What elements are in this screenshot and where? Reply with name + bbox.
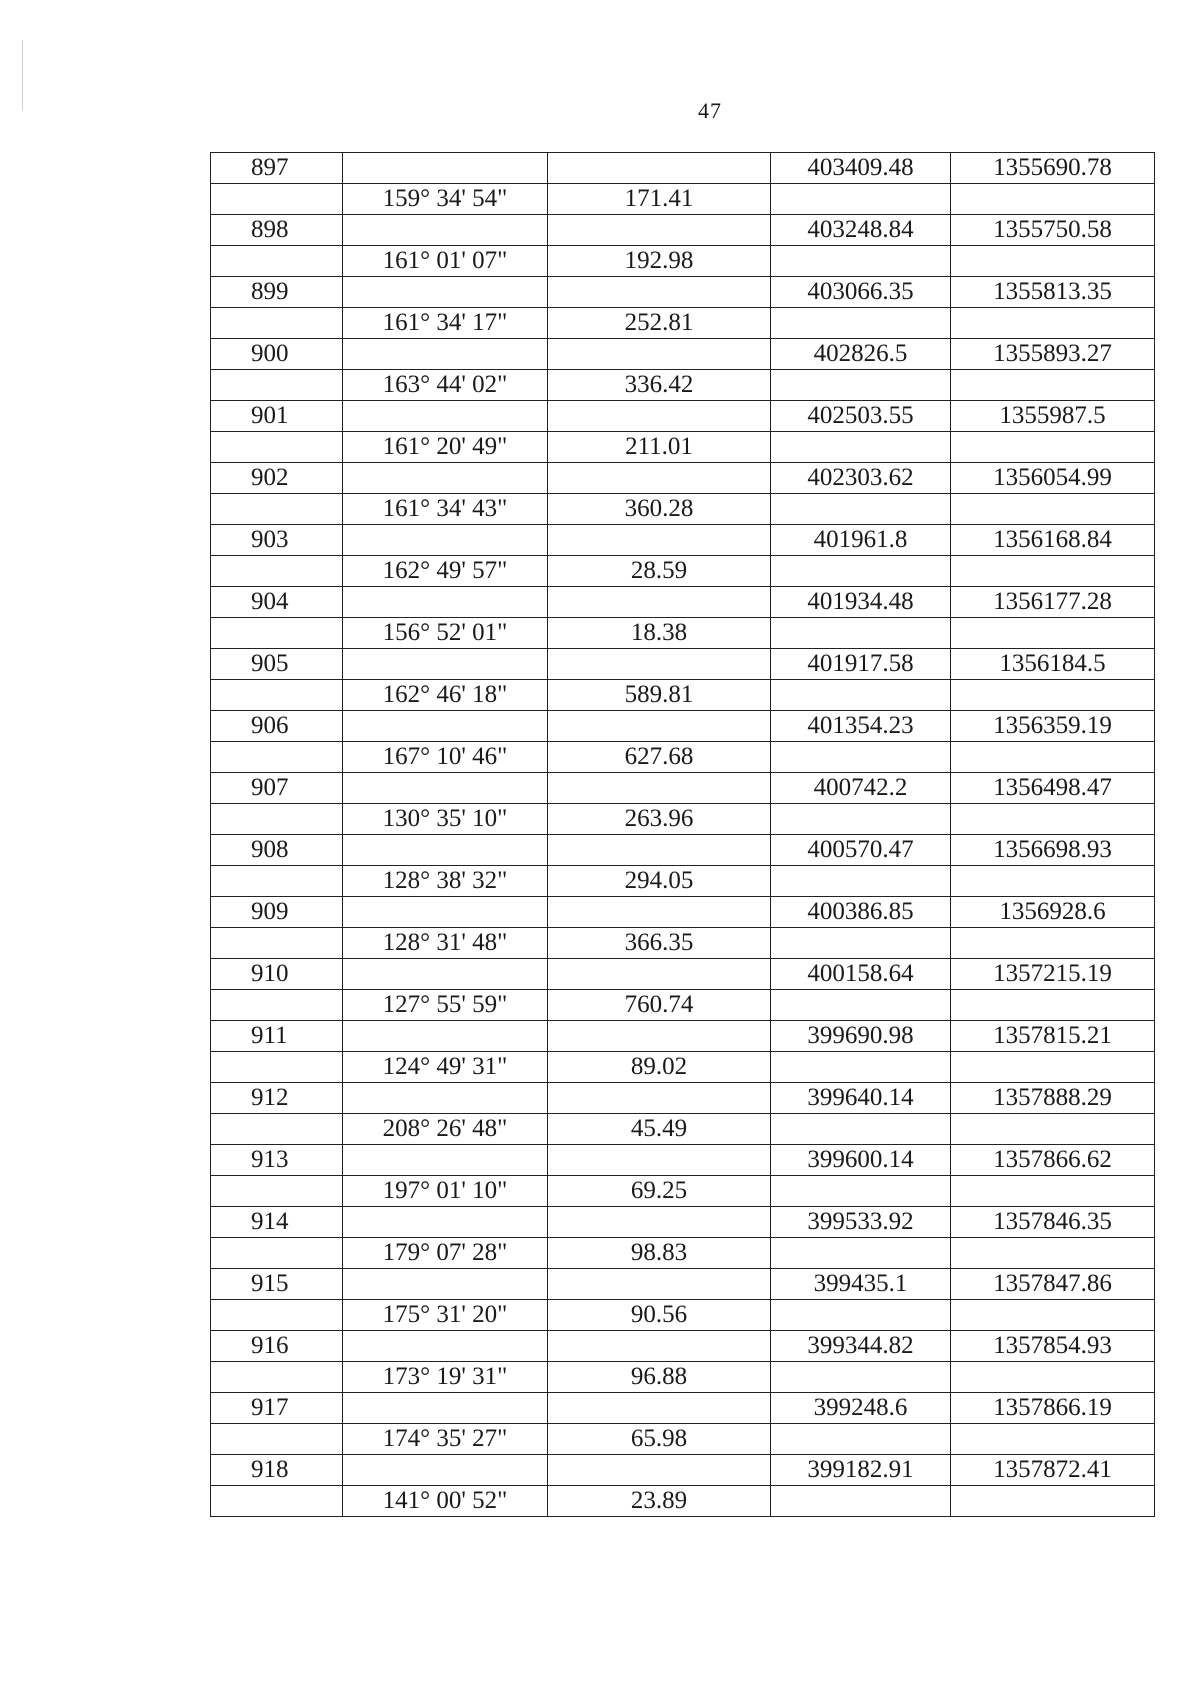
table-row-point <box>211 711 1155 742</box>
empty-cell <box>548 649 771 680</box>
empty-cell <box>211 1300 343 1331</box>
empty-cell <box>343 463 548 494</box>
table-row-point <box>211 959 1155 990</box>
table-row-point <box>211 1207 1155 1238</box>
point-cell: 906 <box>211 711 343 742</box>
bearing-cell: 156° 52' 01" <box>343 618 548 649</box>
point-cell: 902 <box>211 463 343 494</box>
empty-cell <box>771 804 951 835</box>
bearing-cell: 124° 49' 31" <box>343 1052 548 1083</box>
distance-cell: 263.96 <box>548 804 771 835</box>
table-row-point <box>211 773 1155 804</box>
empty-cell <box>548 711 771 742</box>
empty-cell <box>211 308 343 339</box>
table-row-point <box>211 587 1155 618</box>
point-cell: 898 <box>211 215 343 246</box>
empty-cell <box>548 401 771 432</box>
easting-cell: 1357815.21 <box>951 1021 1155 1052</box>
bearing-cell: 127° 55' 59" <box>343 990 548 1021</box>
empty-cell <box>771 1052 951 1083</box>
point-cell: 905 <box>211 649 343 680</box>
easting-cell: 1357888.29 <box>951 1083 1155 1114</box>
empty-cell <box>548 1083 771 1114</box>
distance-cell: 360.28 <box>548 494 771 525</box>
table-body <box>211 153 1155 1517</box>
northing-cell: 403066.35 <box>771 277 951 308</box>
empty-cell <box>951 1052 1155 1083</box>
easting-cell: 1355750.58 <box>951 215 1155 246</box>
bearing-cell: 161° 34' 17" <box>343 308 548 339</box>
empty-cell <box>211 1362 343 1393</box>
point-cell: 900 <box>211 339 343 370</box>
empty-cell <box>548 835 771 866</box>
empty-cell <box>951 618 1155 649</box>
empty-cell <box>211 680 343 711</box>
distance-cell: 89.02 <box>548 1052 771 1083</box>
point-cell: 918 <box>211 1455 343 1486</box>
bearing-cell: 159° 34' 54" <box>343 184 548 215</box>
empty-cell <box>951 680 1155 711</box>
distance-cell: 366.35 <box>548 928 771 959</box>
table-row-leg <box>211 246 1155 277</box>
empty-cell <box>548 153 771 184</box>
empty-cell <box>343 401 548 432</box>
bearing-cell: 175° 31' 20" <box>343 1300 548 1331</box>
bearing-cell: 161° 34' 43" <box>343 494 548 525</box>
empty-cell <box>548 525 771 556</box>
empty-cell <box>771 928 951 959</box>
empty-cell <box>771 618 951 649</box>
table-row-leg <box>211 308 1155 339</box>
northing-cell: 401354.23 <box>771 711 951 742</box>
point-cell: 911 <box>211 1021 343 1052</box>
point-cell: 899 <box>211 277 343 308</box>
empty-cell <box>211 804 343 835</box>
empty-cell <box>211 990 343 1021</box>
easting-cell: 1356177.28 <box>951 587 1155 618</box>
empty-cell <box>548 1145 771 1176</box>
point-cell: 907 <box>211 773 343 804</box>
empty-cell <box>211 1176 343 1207</box>
point-cell: 917 <box>211 1393 343 1424</box>
table-row-leg <box>211 1176 1155 1207</box>
empty-cell <box>548 1207 771 1238</box>
distance-cell: 589.81 <box>548 680 771 711</box>
table-row-leg <box>211 432 1155 463</box>
empty-cell <box>951 308 1155 339</box>
distance-cell: 211.01 <box>548 432 771 463</box>
easting-cell: 1357846.35 <box>951 1207 1155 1238</box>
table-row-point <box>211 1331 1155 1362</box>
northing-cell: 399344.82 <box>771 1331 951 1362</box>
empty-cell <box>951 370 1155 401</box>
empty-cell <box>211 866 343 897</box>
bearing-cell: 162° 49' 57" <box>343 556 548 587</box>
northing-cell: 400570.47 <box>771 835 951 866</box>
distance-cell: 627.68 <box>548 742 771 773</box>
table-row-leg <box>211 990 1155 1021</box>
empty-cell <box>343 153 548 184</box>
northing-cell: 401961.8 <box>771 525 951 556</box>
empty-cell <box>548 587 771 618</box>
empty-cell <box>771 246 951 277</box>
empty-cell <box>343 773 548 804</box>
empty-cell <box>548 339 771 370</box>
table-row-leg <box>211 494 1155 525</box>
distance-cell: 336.42 <box>548 370 771 401</box>
table-row-point <box>211 339 1155 370</box>
table-row-leg <box>211 1052 1155 1083</box>
point-cell: 914 <box>211 1207 343 1238</box>
table-row-point <box>211 1145 1155 1176</box>
table-row-leg <box>211 804 1155 835</box>
northing-cell: 399640.14 <box>771 1083 951 1114</box>
page-number: 47 <box>698 98 722 123</box>
table-row-point <box>211 649 1155 680</box>
distance-cell: 28.59 <box>548 556 771 587</box>
table-row-point <box>211 401 1155 432</box>
northing-cell: 399182.91 <box>771 1455 951 1486</box>
empty-cell <box>771 1300 951 1331</box>
table-row-leg <box>211 1114 1155 1145</box>
easting-cell: 1356054.99 <box>951 463 1155 494</box>
empty-cell <box>343 339 548 370</box>
empty-cell <box>951 1238 1155 1269</box>
easting-cell: 1357866.62 <box>951 1145 1155 1176</box>
empty-cell <box>211 1052 343 1083</box>
empty-cell <box>771 1424 951 1455</box>
easting-cell: 1356359.19 <box>951 711 1155 742</box>
table-row-leg <box>211 1238 1155 1269</box>
empty-cell <box>548 1393 771 1424</box>
table-row-point <box>211 463 1155 494</box>
empty-cell <box>771 556 951 587</box>
easting-cell: 1356698.93 <box>951 835 1155 866</box>
empty-cell <box>343 1393 548 1424</box>
bearing-cell: 173° 19' 31" <box>343 1362 548 1393</box>
northing-cell: 403248.84 <box>771 215 951 246</box>
easting-cell: 1357847.86 <box>951 1269 1155 1300</box>
empty-cell <box>771 494 951 525</box>
northing-cell: 399600.14 <box>771 1145 951 1176</box>
easting-cell: 1355987.5 <box>951 401 1155 432</box>
empty-cell <box>343 1207 548 1238</box>
empty-cell <box>771 184 951 215</box>
empty-cell <box>548 463 771 494</box>
distance-cell: 192.98 <box>548 246 771 277</box>
table-row-point <box>211 1455 1155 1486</box>
easting-cell: 1356928.6 <box>951 897 1155 928</box>
table-row-point <box>211 835 1155 866</box>
table-row-point <box>211 277 1155 308</box>
empty-cell <box>771 1176 951 1207</box>
distance-cell: 65.98 <box>548 1424 771 1455</box>
distance-cell: 98.83 <box>548 1238 771 1269</box>
empty-cell <box>951 246 1155 277</box>
empty-cell <box>771 1238 951 1269</box>
table-row-leg <box>211 556 1155 587</box>
table-row-point <box>211 1269 1155 1300</box>
empty-cell <box>951 494 1155 525</box>
northing-cell: 399435.1 <box>771 1269 951 1300</box>
bearing-cell: 179° 07' 28" <box>343 1238 548 1269</box>
empty-cell <box>951 1424 1155 1455</box>
empty-cell <box>211 1424 343 1455</box>
empty-cell <box>951 804 1155 835</box>
empty-cell <box>211 618 343 649</box>
point-cell: 901 <box>211 401 343 432</box>
empty-cell <box>951 1114 1155 1145</box>
empty-cell <box>951 1362 1155 1393</box>
bearing-cell: 128° 31' 48" <box>343 928 548 959</box>
empty-cell <box>951 928 1155 959</box>
table-row-leg <box>211 370 1155 401</box>
empty-cell <box>548 897 771 928</box>
bearing-cell: 161° 20' 49" <box>343 432 548 463</box>
table-row-leg <box>211 928 1155 959</box>
table-row-leg <box>211 680 1155 711</box>
bearing-cell: 167° 10' 46" <box>343 742 548 773</box>
distance-cell: 23.89 <box>548 1486 771 1517</box>
table-row-leg <box>211 618 1155 649</box>
empty-cell <box>211 556 343 587</box>
empty-cell <box>343 959 548 990</box>
northing-cell: 402826.5 <box>771 339 951 370</box>
bearing-cell: 161° 01' 07" <box>343 246 548 277</box>
easting-cell: 1357866.19 <box>951 1393 1155 1424</box>
table-row-point <box>211 215 1155 246</box>
easting-cell: 1356498.47 <box>951 773 1155 804</box>
table-row-leg <box>211 1486 1155 1517</box>
table-row-point <box>211 897 1155 928</box>
empty-cell <box>548 773 771 804</box>
empty-cell <box>343 1083 548 1114</box>
empty-cell <box>343 277 548 308</box>
table-row-leg <box>211 1362 1155 1393</box>
distance-cell: 96.88 <box>548 1362 771 1393</box>
empty-cell <box>548 1269 771 1300</box>
empty-cell <box>771 1114 951 1145</box>
empty-cell <box>771 742 951 773</box>
point-cell: 904 <box>211 587 343 618</box>
easting-cell: 1356184.5 <box>951 649 1155 680</box>
table-row-point <box>211 1083 1155 1114</box>
empty-cell <box>211 1486 343 1517</box>
empty-cell <box>771 680 951 711</box>
empty-cell <box>211 928 343 959</box>
empty-cell <box>343 649 548 680</box>
empty-cell <box>771 370 951 401</box>
empty-cell <box>211 1114 343 1145</box>
empty-cell <box>343 897 548 928</box>
point-cell: 910 <box>211 959 343 990</box>
easting-cell: 1355690.78 <box>951 153 1155 184</box>
empty-cell <box>548 1331 771 1362</box>
northing-cell: 399690.98 <box>771 1021 951 1052</box>
empty-cell <box>211 246 343 277</box>
table-row-point <box>211 1021 1155 1052</box>
empty-cell <box>343 1269 548 1300</box>
bearing-cell: 162° 46' 18" <box>343 680 548 711</box>
easting-cell: 1355813.35 <box>951 277 1155 308</box>
bearing-cell: 174° 35' 27" <box>343 1424 548 1455</box>
point-cell: 909 <box>211 897 343 928</box>
table-row-point <box>211 525 1155 556</box>
bearing-cell: 197° 01' 10" <box>343 1176 548 1207</box>
empty-cell <box>771 866 951 897</box>
empty-cell <box>343 215 548 246</box>
distance-cell: 45.49 <box>548 1114 771 1145</box>
empty-cell <box>343 587 548 618</box>
easting-cell: 1357215.19 <box>951 959 1155 990</box>
distance-cell: 171.41 <box>548 184 771 215</box>
empty-cell <box>771 432 951 463</box>
empty-cell <box>548 1021 771 1052</box>
point-cell: 915 <box>211 1269 343 1300</box>
table-row-leg <box>211 184 1155 215</box>
northing-cell: 402303.62 <box>771 463 951 494</box>
empty-cell <box>951 1486 1155 1517</box>
empty-cell <box>548 1455 771 1486</box>
distance-cell: 90.56 <box>548 1300 771 1331</box>
bearing-cell: 208° 26' 48" <box>343 1114 548 1145</box>
empty-cell <box>343 1021 548 1052</box>
distance-cell: 69.25 <box>548 1176 771 1207</box>
point-cell: 897 <box>211 153 343 184</box>
empty-cell <box>548 959 771 990</box>
table-row-point <box>211 153 1155 184</box>
northing-cell: 400386.85 <box>771 897 951 928</box>
table-row-point <box>211 1393 1155 1424</box>
easting-cell: 1357854.93 <box>951 1331 1155 1362</box>
easting-cell: 1355893.27 <box>951 339 1155 370</box>
point-cell: 916 <box>211 1331 343 1362</box>
northing-cell: 399248.6 <box>771 1393 951 1424</box>
table-row-leg <box>211 742 1155 773</box>
distance-cell: 294.05 <box>548 866 771 897</box>
northing-cell: 401934.48 <box>771 587 951 618</box>
empty-cell <box>951 742 1155 773</box>
northing-cell: 402503.55 <box>771 401 951 432</box>
empty-cell <box>343 835 548 866</box>
point-cell: 912 <box>211 1083 343 1114</box>
empty-cell <box>771 1486 951 1517</box>
empty-cell <box>771 990 951 1021</box>
empty-cell <box>343 1455 548 1486</box>
table-row-leg <box>211 1300 1155 1331</box>
empty-cell <box>343 525 548 556</box>
northing-cell: 403409.48 <box>771 153 951 184</box>
point-cell: 903 <box>211 525 343 556</box>
empty-cell <box>951 990 1155 1021</box>
empty-cell <box>951 866 1155 897</box>
empty-cell <box>951 1300 1155 1331</box>
distance-cell: 760.74 <box>548 990 771 1021</box>
survey-traverse-table <box>210 152 1155 1517</box>
easting-cell: 1356168.84 <box>951 525 1155 556</box>
easting-cell: 1357872.41 <box>951 1455 1155 1486</box>
bearing-cell: 141° 00' 52" <box>343 1486 548 1517</box>
empty-cell <box>548 215 771 246</box>
empty-cell <box>211 742 343 773</box>
northing-cell: 401917.58 <box>771 649 951 680</box>
point-cell: 908 <box>211 835 343 866</box>
empty-cell <box>211 1238 343 1269</box>
empty-cell <box>211 432 343 463</box>
table-row-leg <box>211 1424 1155 1455</box>
empty-cell <box>211 184 343 215</box>
table-row-leg <box>211 866 1155 897</box>
empty-cell <box>951 556 1155 587</box>
distance-cell: 18.38 <box>548 618 771 649</box>
empty-cell <box>211 494 343 525</box>
empty-cell <box>211 370 343 401</box>
empty-cell <box>343 1145 548 1176</box>
empty-cell <box>771 1362 951 1393</box>
northing-cell: 399533.92 <box>771 1207 951 1238</box>
empty-cell <box>951 184 1155 215</box>
empty-cell <box>951 1176 1155 1207</box>
distance-cell: 252.81 <box>548 308 771 339</box>
bearing-cell: 163° 44' 02" <box>343 370 548 401</box>
empty-cell <box>548 277 771 308</box>
empty-cell <box>343 1331 548 1362</box>
northing-cell: 400742.2 <box>771 773 951 804</box>
empty-cell <box>343 711 548 742</box>
bearing-cell: 128° 38' 32" <box>343 866 548 897</box>
empty-cell <box>951 432 1155 463</box>
point-cell: 913 <box>211 1145 343 1176</box>
empty-cell <box>771 308 951 339</box>
northing-cell: 400158.64 <box>771 959 951 990</box>
bearing-cell: 130° 35' 10" <box>343 804 548 835</box>
